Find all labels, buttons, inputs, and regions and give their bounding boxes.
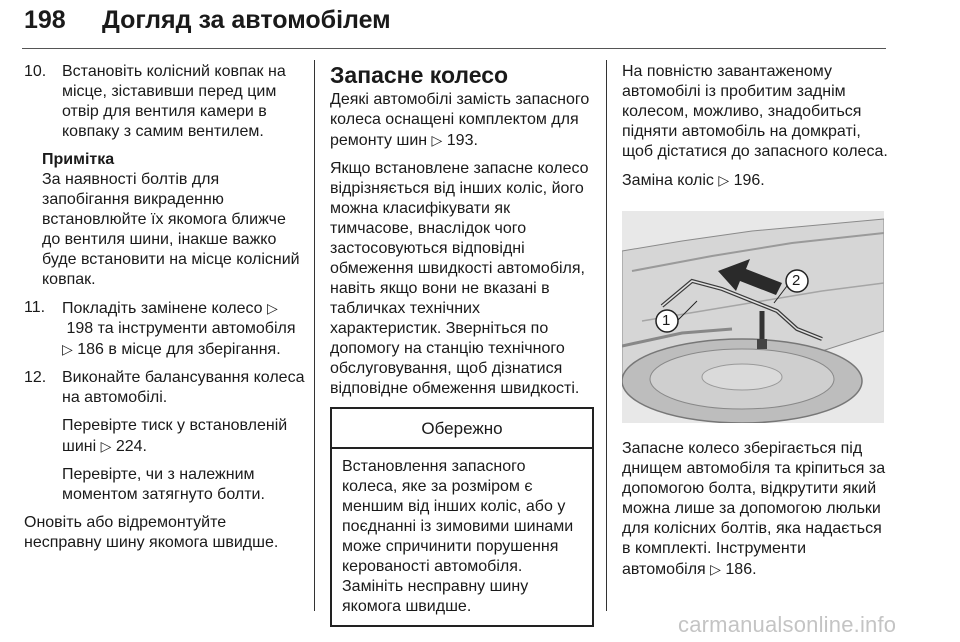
step-text: та інструменти автомобіля bbox=[93, 320, 296, 337]
paragraph-end: . bbox=[752, 561, 757, 578]
subtext-body: Перевірте тиск у встановленій шині bbox=[62, 417, 288, 455]
arrow-right-icon: ▷ bbox=[267, 300, 278, 316]
page-header bbox=[24, 6, 391, 35]
note-text: За наявності болтів для запобігання викраденню встановлюйте їх якомога ближче до вентиля шини, інакше важко буде встановити на місце колісний ковпак. bbox=[42, 171, 300, 288]
page-reference[interactable]: 186 bbox=[725, 561, 753, 578]
arrow-right-icon: ▷ bbox=[100, 438, 112, 454]
step-12 bbox=[24, 368, 308, 505]
step-subtext bbox=[62, 416, 308, 457]
step-text: Покладіть замінене колесо bbox=[62, 300, 267, 317]
paragraph bbox=[622, 170, 888, 191]
page-reference[interactable]: 198 bbox=[66, 320, 94, 337]
closing-text: Оновіть або відремонтуйте несправну шину якомога швидше. bbox=[24, 514, 279, 551]
caution-text: Встановлення запасного колеса, яке за розміром є меншим від інших коліс, або у поєднанні із зимовими шинами може спричинити порушення керованості автомобіля. bbox=[342, 458, 574, 575]
step-number: 11. bbox=[24, 299, 46, 316]
callout-1-label: 1 bbox=[662, 312, 671, 329]
caution-body bbox=[332, 449, 592, 625]
step-number: 10. bbox=[24, 63, 47, 80]
note-title: Примітка bbox=[42, 151, 115, 168]
arrow-right-icon: ▷ bbox=[62, 341, 73, 357]
arrow-right-icon: ▷ bbox=[431, 132, 443, 148]
step-subtext: Перевірте, чи з належним моментом затягнуто болти. bbox=[62, 466, 265, 503]
step-text: Встановіть колісний ковпак на місце, зіставивши перед цим отвір для вентиля камери в ковпаку з самим вентилем. bbox=[62, 63, 286, 140]
watermark: carmanualsonline.info bbox=[678, 612, 897, 637]
paragraph bbox=[330, 90, 592, 151]
arrow-right-icon: ▷ bbox=[710, 561, 721, 577]
spare-wheel-illustration bbox=[622, 211, 884, 423]
caution-text: Замініть несправну шину якомога швидше. bbox=[342, 578, 529, 615]
step-10 bbox=[24, 62, 308, 142]
paragraph: Якщо встановлене запасне колесо відрізняється від інших коліс, його можна класифікувати як тимчасове, внаслідок чого застосовуються відповідні обмеження швидкості автомобіля, навіть якщо вони не вказані в табличках технічних характеристик. Зверніться по допомогу на станцію технічного обслуговування, щоб дізнатися відповідне обмеження швидкості. bbox=[330, 160, 589, 397]
paragraph-text: Деякі автомобілі замість запасного колеса оснащені комплектом для ремонту шин bbox=[330, 91, 590, 149]
caution-title: Обережно bbox=[332, 409, 592, 449]
page-title: Догляд за автомобілем bbox=[102, 6, 391, 34]
paragraph bbox=[622, 439, 888, 580]
page-number: 198 bbox=[24, 6, 66, 34]
section-heading: Запасне колесо bbox=[330, 62, 509, 88]
page-reference[interactable]: 186 bbox=[77, 341, 104, 358]
paragraph-text: Заміна коліс bbox=[622, 172, 719, 189]
column-divider-2 bbox=[606, 60, 607, 611]
page-reference[interactable]: 224 bbox=[115, 438, 143, 455]
callout-2-label: 2 bbox=[792, 272, 801, 289]
subtext-end: . bbox=[142, 438, 147, 455]
column-3 bbox=[622, 62, 888, 580]
step-text: Виконайте балансування колеса на автомобілі. bbox=[62, 369, 305, 406]
column-1 bbox=[24, 62, 308, 553]
step-number: 12. bbox=[24, 369, 47, 386]
step-text: в місце для зберігання. bbox=[103, 341, 281, 358]
page-reference[interactable]: 193 bbox=[446, 132, 474, 149]
paragraph-end: . bbox=[473, 132, 478, 149]
paragraph-end: . bbox=[760, 172, 765, 189]
paragraph: На повністю завантаженому автомобілі із пробитим заднім колесом, можливо, знадобиться підняти автомобіль на домкраті, щоб дістатися до запасного колеса. bbox=[622, 63, 888, 160]
caution-box bbox=[330, 407, 594, 627]
step-11 bbox=[24, 298, 308, 360]
arrow-right-icon: ▷ bbox=[718, 172, 730, 188]
page-reference[interactable]: 196 bbox=[733, 172, 761, 189]
column-divider-1 bbox=[314, 60, 315, 611]
paragraph-text: Запасне колесо зберігається під днищем автомобіля та кріпиться за допомогою болта, відкрутити який можна лише за допомогою люльки для колісних болтів, яка надається в комплекті. Інструменти автомобіля bbox=[622, 440, 886, 578]
column-2 bbox=[330, 62, 592, 627]
header-rule bbox=[22, 48, 886, 49]
